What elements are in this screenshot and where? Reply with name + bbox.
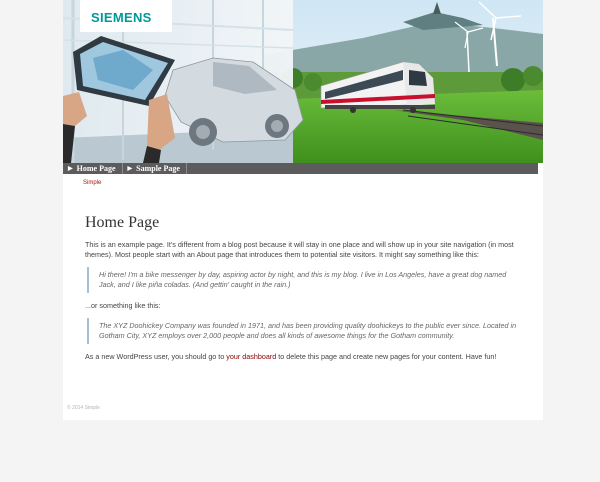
page-container bbox=[63, 0, 543, 420]
closing-paragraph bbox=[85, 352, 525, 362]
closing-text-start: As a new WordPress user, you should go to bbox=[85, 352, 227, 361]
siemens-logo: SIEMENS bbox=[91, 10, 152, 25]
play-arrow-icon: ▶ bbox=[68, 166, 73, 172]
page-content bbox=[85, 214, 525, 362]
nav-item-label: Sample Page bbox=[136, 164, 180, 173]
example-quote-1: Hi there! I'm a bike messenger by day, aspiring actor by night, and this is my blog. I live in Los Angeles, have a great dog named Jack, and I like piña coladas. (And gettin' caught in the rain.) bbox=[87, 267, 525, 293]
brand-logo-box bbox=[80, 0, 172, 32]
main-nav bbox=[63, 163, 538, 174]
dashboard-link[interactable]: your dashboard bbox=[226, 352, 277, 361]
nav-item-label: Home Page bbox=[76, 164, 116, 173]
page-title: Home Page bbox=[85, 214, 160, 231]
closing-text-end: to delete this page and create new pages for your content. Have fun! bbox=[276, 352, 497, 361]
nav-item-sample-page[interactable] bbox=[123, 163, 187, 174]
intro-paragraph: This is an example page. It's different from a blog post because it will stay in one place and will show up in your site navigation (in most themes). Most people start with an About page that introduces them to potential site visitors. It might say something like this: bbox=[85, 240, 514, 259]
example-quote-2: The XYZ Doohickey Company was founded in 1971, and has been providing quality doohickeys to the public ever since. Located in Gotham City, XYZ employs over 2,000 people and does all kinds of awesome things for the Gotham community. bbox=[87, 318, 525, 344]
play-arrow-icon: ▶ bbox=[127, 166, 133, 172]
site-title-link[interactable]: Simple bbox=[83, 180, 102, 186]
nav-item-home-page[interactable] bbox=[63, 163, 123, 174]
header-banner bbox=[63, 0, 543, 163]
footer-copyright: © 2014 Simple bbox=[67, 405, 100, 411]
middle-paragraph: ...or something like this: bbox=[85, 301, 161, 310]
